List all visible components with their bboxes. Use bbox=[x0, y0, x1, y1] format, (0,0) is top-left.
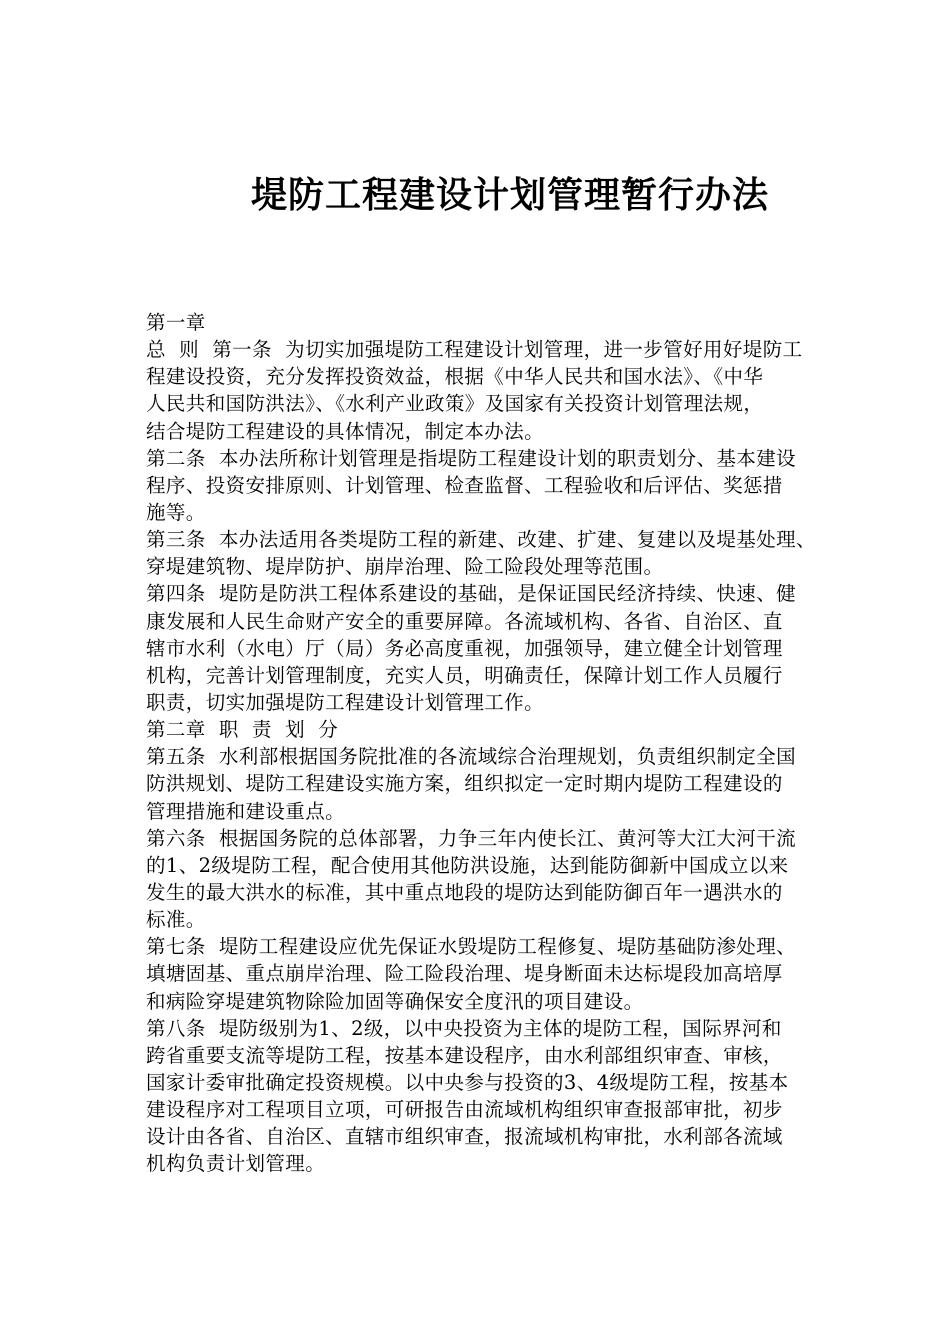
page-title: 堤防工程建设计划管理暂行办法 bbox=[250, 174, 769, 216]
text-line: 辖市水利（水电）厅（局）务必高度重视，加强领导，建立健全计划管理 bbox=[146, 636, 783, 660]
text-line: 第三条 本办法适用各类堤防工程的新建、改建、扩建、复建以及堤基处理、 bbox=[146, 528, 816, 552]
text-line: 管理措施和建设重点。 bbox=[146, 799, 346, 823]
text-line: 机构负责计划管理。 bbox=[146, 1152, 326, 1176]
text-line: 程序、投资安排原则、计划管理、检查监督、工程验收和后评估、奖惩措 bbox=[146, 473, 783, 497]
text-line: 第八条 堤防级别为1、2级，以中央投资为主体的堤防工程，国际界河和 bbox=[146, 1016, 782, 1040]
text-line: 标准。 bbox=[146, 908, 206, 932]
text-line: 设计由各省、自治区、直辖市组织审查，报流域机构审批，水利部各流域 bbox=[146, 1125, 783, 1149]
text-line: 总 则 第一条 为切实加强堤防工程建设计划管理，进一步管好用好堤防工 bbox=[146, 338, 803, 362]
text-line: 国家计委审批确定投资规模。以中央参与投资的3、4级堤防工程，按基本 bbox=[146, 1070, 789, 1094]
text-line: 第七条 堤防工程建设应优先保证水毁堤防工程修复、堤防基础防渗处理、 bbox=[146, 935, 796, 959]
text-line: 建设程序对工程项目立项，可研报告由流域机构组织审查报部审批，初步 bbox=[146, 1098, 783, 1122]
text-line: 发生的最大洪水的标准，其中重点地段的堤防达到能防御百年一遇洪水的 bbox=[146, 880, 783, 904]
text-line: 的1、2级堤防工程，配合使用其他防洪设施，达到能防御新中国成立以来 bbox=[146, 853, 789, 877]
text-line: 第二条 本办法所称计划管理是指堤防工程建设计划的职责划分、基本建设 bbox=[146, 446, 796, 470]
text-line: 结合堤防工程建设的具体情况，制定本办法。 bbox=[146, 419, 545, 443]
text-line: 施等。 bbox=[146, 500, 206, 524]
text-line: 穿堤建筑物、堤岸防护、崩岸治理、险工险段处理等范围。 bbox=[146, 555, 664, 579]
text-line: 填塘固基、重点崩岸治理、险工险段治理、堤身断面未达标堤段加高培厚 bbox=[146, 962, 783, 986]
text-line: 第五条 水利部根据国务院批准的各流域综合治理规划，负责组织制定全国 bbox=[146, 745, 796, 769]
text-line: 跨省重要支流等堤防工程，按基本建设程序，由水利部组织审查、审核， bbox=[146, 1043, 783, 1067]
text-line: 机构，完善计划管理制度，充实人员，明确责任，保障计划工作人员履行 bbox=[146, 663, 783, 687]
text-line: 职责，切实加强堤防工程建设计划管理工作。 bbox=[146, 690, 545, 714]
text-line: 第六条 根据国务院的总体部署，力争三年内使长江、黄河等大江大河干流 bbox=[146, 826, 796, 850]
text-line: 第四条 堤防是防洪工程体系建设的基础，是保证国民经济持续、快速、健 bbox=[146, 582, 796, 606]
text-line: 程建设投资，充分发挥投资效益，根据《中华人民共和国水法》、《中华 bbox=[146, 365, 764, 389]
text-line: 第一章 bbox=[146, 311, 206, 334]
text-line: 防洪规划、堤防工程建设实施方案，组织拟定一定时期内堤防工程建设的 bbox=[146, 772, 783, 796]
text-line: 第二章 职 责 划 分 bbox=[146, 718, 339, 742]
text-line: 康发展和人民生命财产安全的重要屏障。各流域机构、各省、自治区、直 bbox=[146, 609, 783, 633]
text-line: 和病险穿堤建筑物除险加固等确保安全度汛的项目建设。 bbox=[146, 989, 644, 1013]
document-body bbox=[146, 309, 946, 1178]
text-line: 人民共和国防洪法》、《水利产业政策》及国家有关投资计划管理法规， bbox=[146, 392, 764, 416]
